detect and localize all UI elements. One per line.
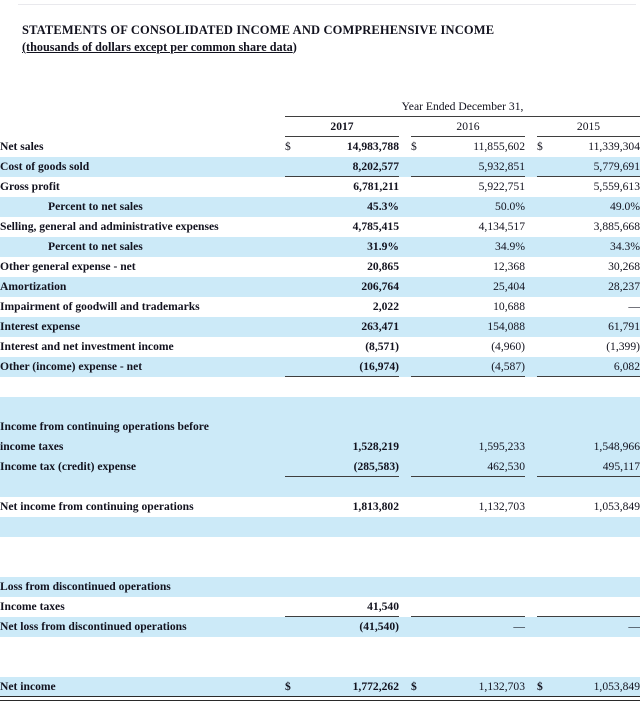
column-gap bbox=[525, 337, 537, 357]
currency-symbol-col3 bbox=[537, 437, 559, 457]
row-value-col2: 34.9% bbox=[433, 237, 525, 257]
row-label: Net income bbox=[0, 677, 285, 697]
table-row bbox=[0, 357, 640, 377]
currency-symbol-col1 bbox=[285, 617, 307, 637]
row-value-col2: 1,132,703 bbox=[433, 677, 525, 697]
table-row bbox=[0, 577, 640, 597]
row-value-col2: 25,404 bbox=[433, 277, 525, 297]
currency-symbol-col2: $ bbox=[411, 677, 433, 697]
row-label: Selling, general and administrative expenses bbox=[0, 217, 285, 237]
currency-symbol-col2 bbox=[411, 497, 433, 517]
table-row bbox=[0, 417, 640, 437]
section-spacer bbox=[0, 377, 640, 397]
column-gap bbox=[525, 317, 537, 337]
currency-symbol-col1 bbox=[285, 257, 307, 277]
currency-symbol-col2 bbox=[411, 597, 433, 617]
currency-symbol-col3 bbox=[537, 457, 559, 477]
section-spacer bbox=[0, 557, 640, 577]
row-label: Interest and net investment income bbox=[0, 337, 285, 357]
table-row bbox=[0, 297, 640, 317]
row-label: Amortization bbox=[0, 277, 285, 297]
row-value-empty bbox=[525, 417, 537, 437]
row-value-col2: 12,368 bbox=[433, 257, 525, 277]
row-value-col2 bbox=[433, 577, 525, 597]
column-gap bbox=[399, 497, 411, 517]
row-value-col1: 14,983,788 bbox=[307, 137, 399, 157]
column-gap bbox=[525, 277, 537, 297]
table-row bbox=[0, 457, 640, 477]
table-row bbox=[0, 337, 640, 357]
table-row bbox=[0, 197, 640, 217]
column-gap bbox=[399, 597, 411, 617]
row-value-empty bbox=[433, 417, 525, 437]
currency-symbol-col1 bbox=[285, 177, 307, 197]
table-header-year-row bbox=[0, 117, 640, 137]
table-row bbox=[0, 597, 640, 617]
row-value-empty bbox=[537, 417, 559, 437]
column-gap bbox=[399, 297, 411, 317]
column-gap bbox=[399, 317, 411, 337]
column-gap bbox=[399, 277, 411, 297]
row-label: Gross profit bbox=[0, 177, 285, 197]
currency-symbol-col3: $ bbox=[537, 137, 559, 157]
currency-symbol-col2 bbox=[411, 297, 433, 317]
header-year-2016: 2016 bbox=[411, 117, 525, 137]
row-value-col1: (41,540) bbox=[307, 617, 399, 637]
header-year-2017: 2017 bbox=[285, 117, 399, 137]
column-gap bbox=[525, 217, 537, 237]
spacer-cell bbox=[0, 537, 640, 557]
column-gap bbox=[525, 497, 537, 517]
table-row bbox=[0, 237, 640, 257]
row-value-col3: 3,885,668 bbox=[559, 217, 640, 237]
row-value-col2: — bbox=[433, 617, 525, 637]
section-spacer bbox=[0, 397, 640, 417]
spacer-cell bbox=[0, 477, 640, 497]
table-row bbox=[0, 677, 640, 697]
column-gap bbox=[525, 257, 537, 277]
row-value-col3: 495,117 bbox=[559, 457, 640, 477]
row-value-empty bbox=[285, 417, 307, 437]
row-value-col3: 28,237 bbox=[559, 277, 640, 297]
row-label: Net sales bbox=[0, 137, 285, 157]
currency-symbol-col2 bbox=[411, 157, 433, 177]
table-header-span-row bbox=[0, 97, 640, 117]
column-gap bbox=[525, 617, 537, 637]
column-gap bbox=[399, 357, 411, 377]
header-period-label: Year Ended December 31, bbox=[285, 97, 640, 117]
table-row bbox=[0, 257, 640, 277]
row-value-col1: (16,974) bbox=[307, 357, 399, 377]
column-gap bbox=[399, 257, 411, 277]
section-spacer bbox=[0, 477, 640, 497]
currency-symbol-col3 bbox=[537, 497, 559, 517]
column-gap bbox=[525, 597, 537, 617]
currency-symbol-col2 bbox=[411, 317, 433, 337]
row-value-col1: 4,785,415 bbox=[307, 217, 399, 237]
table-row bbox=[0, 437, 640, 457]
row-value-col3 bbox=[559, 597, 640, 617]
column-gap bbox=[525, 437, 537, 457]
currency-symbol-col2 bbox=[411, 257, 433, 277]
currency-symbol-col2 bbox=[411, 457, 433, 477]
row-value-col1: 8,202,577 bbox=[307, 157, 399, 177]
currency-symbol-col1 bbox=[285, 337, 307, 357]
row-label: Net income from continuing operations bbox=[0, 497, 285, 517]
page-subtitle-tail: ) bbox=[292, 40, 297, 54]
row-value-col3: 5,779,691 bbox=[559, 157, 640, 177]
currency-symbol-col1 bbox=[285, 157, 307, 177]
currency-symbol-col3 bbox=[537, 177, 559, 197]
row-value-col2 bbox=[433, 597, 525, 617]
currency-symbol-col3 bbox=[537, 337, 559, 357]
currency-symbol-col1 bbox=[285, 357, 307, 377]
row-value-col1: 1,772,262 bbox=[307, 677, 399, 697]
currency-symbol-col1: $ bbox=[285, 677, 307, 697]
column-gap bbox=[399, 577, 411, 597]
currency-symbol-col2 bbox=[411, 577, 433, 597]
spacer-cell bbox=[0, 557, 640, 577]
row-label: Percent to net sales bbox=[0, 237, 285, 257]
currency-symbol-col2 bbox=[411, 357, 433, 377]
row-value-col3: 49.0% bbox=[559, 197, 640, 217]
section-spacer bbox=[0, 657, 640, 677]
currency-symbol-col3 bbox=[537, 317, 559, 337]
page-title: STATEMENTS OF CONSOLIDATED INCOME AND COMPREHENSIVE INCOME bbox=[22, 23, 495, 37]
row-value-col3: 1,053,849 bbox=[559, 677, 640, 697]
currency-symbol-col2 bbox=[411, 337, 433, 357]
row-value-col3: 11,339,304 bbox=[559, 137, 640, 157]
column-gap bbox=[525, 177, 537, 197]
row-value-col2: 5,922,751 bbox=[433, 177, 525, 197]
header-year-gap bbox=[525, 117, 537, 137]
row-value-empty bbox=[411, 417, 433, 437]
section-spacer bbox=[0, 517, 640, 537]
currency-symbol-col2 bbox=[411, 237, 433, 257]
table-row bbox=[0, 137, 640, 157]
currency-symbol-col1 bbox=[285, 577, 307, 597]
row-value-col1: 20,865 bbox=[307, 257, 399, 277]
spacer-cell bbox=[0, 657, 640, 677]
row-value-col3 bbox=[559, 577, 640, 597]
row-value-col2: (4,587) bbox=[433, 357, 525, 377]
row-value-col3: 6,082 bbox=[559, 357, 640, 377]
row-value-col1: (8,571) bbox=[307, 337, 399, 357]
table-body bbox=[0, 77, 640, 697]
column-gap bbox=[525, 357, 537, 377]
column-gap bbox=[525, 297, 537, 317]
row-value-col2: 4,134,517 bbox=[433, 217, 525, 237]
row-value-empty bbox=[399, 417, 411, 437]
currency-symbol-col2 bbox=[411, 177, 433, 197]
column-gap bbox=[399, 157, 411, 177]
column-gap bbox=[399, 137, 411, 157]
spacer-cell bbox=[0, 637, 640, 657]
currency-symbol-col2 bbox=[411, 217, 433, 237]
title-block bbox=[0, 0, 640, 55]
column-gap bbox=[399, 337, 411, 357]
row-label: income taxes bbox=[0, 437, 285, 457]
row-value-col1 bbox=[307, 577, 399, 597]
currency-symbol-col2 bbox=[411, 437, 433, 457]
row-label: Cost of goods sold bbox=[0, 157, 285, 177]
column-gap bbox=[399, 677, 411, 697]
row-value-empty bbox=[307, 417, 399, 437]
currency-symbol-col2 bbox=[411, 197, 433, 217]
currency-symbol-col2: $ bbox=[411, 137, 433, 157]
table-row bbox=[0, 317, 640, 337]
column-gap bbox=[525, 197, 537, 217]
row-value-col2: 154,088 bbox=[433, 317, 525, 337]
currency-symbol-col3 bbox=[537, 237, 559, 257]
row-value-col1: 263,471 bbox=[307, 317, 399, 337]
section-spacer bbox=[0, 637, 640, 657]
table-row bbox=[0, 177, 640, 197]
currency-symbol-col1 bbox=[285, 497, 307, 517]
column-gap bbox=[399, 437, 411, 457]
row-label: Interest expense bbox=[0, 317, 285, 337]
row-value-col3: 34.3% bbox=[559, 237, 640, 257]
header-year-left-pad bbox=[0, 117, 285, 137]
row-label: Net loss from discontinued operations bbox=[0, 617, 285, 637]
currency-symbol-col1 bbox=[285, 597, 307, 617]
currency-symbol-col2 bbox=[411, 617, 433, 637]
column-gap bbox=[525, 237, 537, 257]
column-gap bbox=[525, 577, 537, 597]
row-label: Loss from discontinued operations bbox=[0, 577, 285, 597]
table-row bbox=[0, 217, 640, 237]
currency-symbol-col3 bbox=[537, 217, 559, 237]
row-value-col1: 31.9% bbox=[307, 237, 399, 257]
spacer-cell bbox=[0, 397, 640, 417]
row-value-col1: 1,528,219 bbox=[307, 437, 399, 457]
table-row bbox=[0, 617, 640, 637]
column-gap bbox=[399, 177, 411, 197]
row-value-col3: 1,548,966 bbox=[559, 437, 640, 457]
header-year-2015: 2015 bbox=[537, 117, 640, 137]
currency-symbol-col1 bbox=[285, 277, 307, 297]
row-value-col2: 1,595,233 bbox=[433, 437, 525, 457]
spacer-cell bbox=[0, 377, 640, 397]
table-row bbox=[0, 157, 640, 177]
income-statement-table bbox=[0, 77, 640, 697]
spacer-row bbox=[0, 77, 640, 97]
row-value-col1: 206,764 bbox=[307, 277, 399, 297]
row-value-col3: 1,053,849 bbox=[559, 497, 640, 517]
row-value-col3: (1,399) bbox=[559, 337, 640, 357]
row-value-col2: 1,132,703 bbox=[433, 497, 525, 517]
header-year-gap bbox=[399, 117, 411, 137]
row-value-col1: 45.3% bbox=[307, 197, 399, 217]
column-gap bbox=[399, 617, 411, 637]
row-value-col3: 61,791 bbox=[559, 317, 640, 337]
row-value-col1: 6,781,211 bbox=[307, 177, 399, 197]
row-value-col2: 50.0% bbox=[433, 197, 525, 217]
section-spacer bbox=[0, 537, 640, 557]
row-value-empty bbox=[559, 417, 640, 437]
column-gap bbox=[399, 197, 411, 217]
currency-symbol-col3 bbox=[537, 357, 559, 377]
row-label: Other (income) expense - net bbox=[0, 357, 285, 377]
row-value-col2: 10,688 bbox=[433, 297, 525, 317]
column-gap bbox=[399, 457, 411, 477]
row-value-col3: — bbox=[559, 297, 640, 317]
row-label: Income tax (credit) expense bbox=[0, 457, 285, 477]
currency-symbol-col3 bbox=[537, 257, 559, 277]
row-label: Percent to net sales bbox=[0, 197, 285, 217]
currency-symbol-col1 bbox=[285, 317, 307, 337]
row-value-col2: 462,530 bbox=[433, 457, 525, 477]
row-value-col3: 5,559,613 bbox=[559, 177, 640, 197]
row-value-col3: 30,268 bbox=[559, 257, 640, 277]
row-value-col2: (4,960) bbox=[433, 337, 525, 357]
row-label: Income taxes bbox=[0, 597, 285, 617]
row-label: Other general expense - net bbox=[0, 257, 285, 277]
currency-symbol-col1: $ bbox=[285, 137, 307, 157]
spacer-cell bbox=[0, 517, 640, 537]
currency-symbol-col3 bbox=[537, 597, 559, 617]
page-subtitle-underlined: (thousands of dollars except per common share data bbox=[22, 40, 293, 54]
row-value-col1: (285,583) bbox=[307, 457, 399, 477]
row-label: Impairment of goodwill and trademarks bbox=[0, 297, 285, 317]
currency-symbol-col3 bbox=[537, 617, 559, 637]
currency-symbol-col1 bbox=[285, 437, 307, 457]
column-gap bbox=[399, 237, 411, 257]
column-gap bbox=[525, 677, 537, 697]
currency-symbol-col1 bbox=[285, 217, 307, 237]
row-label-line1: Income from continuing operations before bbox=[0, 417, 285, 437]
page-subtitle bbox=[22, 39, 640, 55]
header-span-left-pad bbox=[0, 97, 285, 117]
spacer-cell bbox=[0, 77, 640, 97]
currency-symbol-col1 bbox=[285, 197, 307, 217]
column-gap bbox=[525, 157, 537, 177]
currency-symbol-col1 bbox=[285, 237, 307, 257]
currency-symbol-col3 bbox=[537, 577, 559, 597]
currency-symbol-col1 bbox=[285, 457, 307, 477]
currency-symbol-col3: $ bbox=[537, 677, 559, 697]
row-value-col1: 1,813,802 bbox=[307, 497, 399, 517]
table-row bbox=[0, 497, 640, 517]
currency-symbol-col3 bbox=[537, 277, 559, 297]
column-gap bbox=[525, 457, 537, 477]
row-value-col2: 5,932,851 bbox=[433, 157, 525, 177]
row-value-col3: — bbox=[559, 617, 640, 637]
currency-symbol-col3 bbox=[537, 297, 559, 317]
column-gap bbox=[399, 217, 411, 237]
currency-symbol-col3 bbox=[537, 197, 559, 217]
currency-symbol-col3 bbox=[537, 157, 559, 177]
row-value-col1: 2,022 bbox=[307, 297, 399, 317]
row-value-col2: 11,855,602 bbox=[433, 137, 525, 157]
row-value-col1: 41,540 bbox=[307, 597, 399, 617]
table-row bbox=[0, 277, 640, 297]
column-gap bbox=[525, 137, 537, 157]
currency-symbol-col2 bbox=[411, 277, 433, 297]
currency-symbol-col1 bbox=[285, 297, 307, 317]
